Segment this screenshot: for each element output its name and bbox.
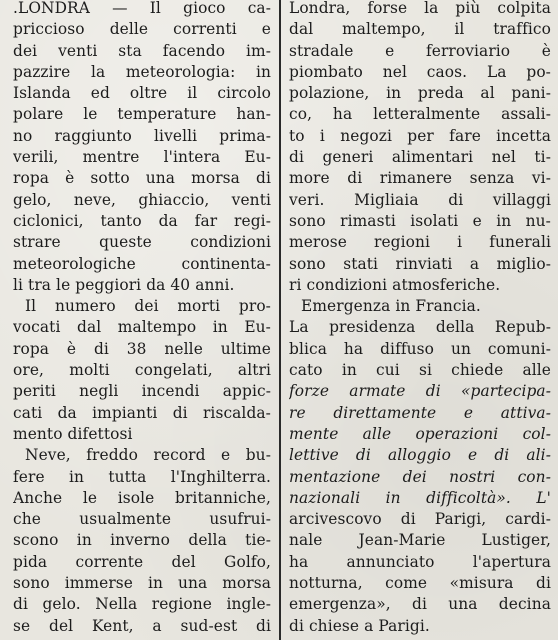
- article-column-right: [289, 0, 551, 640]
- article-line: priccioso delle correnti e: [13, 20, 271, 39]
- article-line: re direttamente e attiva-: [289, 403, 551, 422]
- article-line: notturna, come «misura di: [289, 574, 551, 593]
- article-line: cati da impianti di riscalda-: [13, 403, 271, 422]
- article-line: emergenza», di una decina: [289, 595, 551, 614]
- article-line: sono immerse in una morsa: [13, 574, 271, 593]
- article-line: meteorologiche continenta-: [13, 254, 271, 273]
- article-line: mente alle operazioni col-: [289, 424, 551, 443]
- article-line: arcivescovo di Parigi, cardi-: [289, 510, 551, 529]
- article-line: lettive di alloggio e di ali-: [289, 446, 551, 465]
- article-line: Londra, forse la più colpita: [289, 0, 551, 17]
- article-line: pida corrente del Golfo,: [13, 552, 271, 571]
- article-line: cato in cui si chiede alle: [289, 361, 551, 380]
- article-line: li tra le peggiori da 40 anni.: [13, 275, 235, 294]
- article-line: ri condizioni atmosferiche.: [289, 275, 501, 294]
- article-line: verili, mentre l'intera Eu-: [13, 148, 271, 167]
- article-line: dei venti sta facendo im-: [13, 41, 271, 60]
- article-line: veri. Migliaia di villaggi: [289, 190, 551, 209]
- article-line: Neve, freddo record e bu-: [25, 446, 271, 465]
- article-line: polazione, in preda al pani-: [289, 84, 551, 103]
- article-line: stradale e ferroviario è: [289, 41, 551, 60]
- article-line: se del Kent, a sud-est di: [13, 616, 271, 635]
- article-line: fere in tutta l'Inghilterra.: [13, 467, 271, 486]
- article-line: di gelo. Nella regione ingle-: [13, 595, 271, 614]
- article-line: polare le temperature han-: [13, 105, 271, 124]
- article-line: sono stati rinviati a miglio-: [289, 254, 551, 273]
- article-line: piombato nel caos. La po-: [289, 62, 551, 81]
- article-line: merose regioni i funerali: [289, 233, 551, 252]
- article-line: forze armate di «partecipa-: [289, 382, 551, 401]
- article-line: Emergenza in Francia.: [301, 297, 481, 316]
- article-line: mento difettosi: [13, 424, 133, 443]
- article-line: nazionali in difficoltà». L': [289, 488, 551, 507]
- article-line: ore, molti congelati, altri: [13, 361, 271, 380]
- article-line: .LONDRA — Il gioco ca-: [13, 0, 271, 17]
- article-line: ropa è di 38 nelle ultime: [13, 339, 271, 358]
- article-column-left: [13, 0, 271, 640]
- article-line: La presidenza della Repub-: [289, 318, 551, 337]
- column-divider: [279, 0, 281, 640]
- article-line: ropa è sotto una morsa di: [13, 169, 271, 188]
- article-line: blica ha diffuso un comuni-: [289, 339, 551, 358]
- article-line: dal maltempo, il traffico: [289, 20, 551, 39]
- article-line: strare queste condizioni: [13, 233, 271, 252]
- article-line: Islanda ed oltre il circolo: [13, 84, 271, 103]
- article-line: ciclonici, tanto da far regi-: [13, 211, 271, 230]
- article-line: gelo, neve, ghiaccio, venti: [13, 190, 271, 209]
- article-line: mentazione dei nostri con-: [289, 467, 551, 486]
- article-line: to i negozi per fare incetta: [289, 126, 551, 145]
- article-line: no raggiunto livelli prima-: [13, 126, 271, 145]
- article-line: di generi alimentari nel ti-: [289, 148, 551, 167]
- article-line: sono rimasti isolati e in nu-: [289, 211, 551, 230]
- article-line: di chiese a Parigi.: [289, 616, 430, 635]
- article-line: nale Jean-Marie Lustiger,: [289, 531, 551, 550]
- article-line: pazzire la meteorologia: in: [13, 62, 271, 81]
- article-line: che usualmente usufrui-: [13, 510, 271, 529]
- article-line: more di rimanere senza vi-: [289, 169, 551, 188]
- article-line: Anche le isole britanniche,: [13, 488, 271, 507]
- article-line: periti negli incendi appic-: [13, 382, 271, 401]
- article-line: Il numero dei morti pro-: [25, 297, 271, 316]
- article-line: vocati dal maltempo in Eu-: [13, 318, 271, 337]
- article-line: co, ha letteralmente assali-: [289, 105, 551, 124]
- article-line: scono in inverno della tie-: [13, 531, 271, 550]
- article-line: ha annunciato l'apertura: [289, 552, 551, 571]
